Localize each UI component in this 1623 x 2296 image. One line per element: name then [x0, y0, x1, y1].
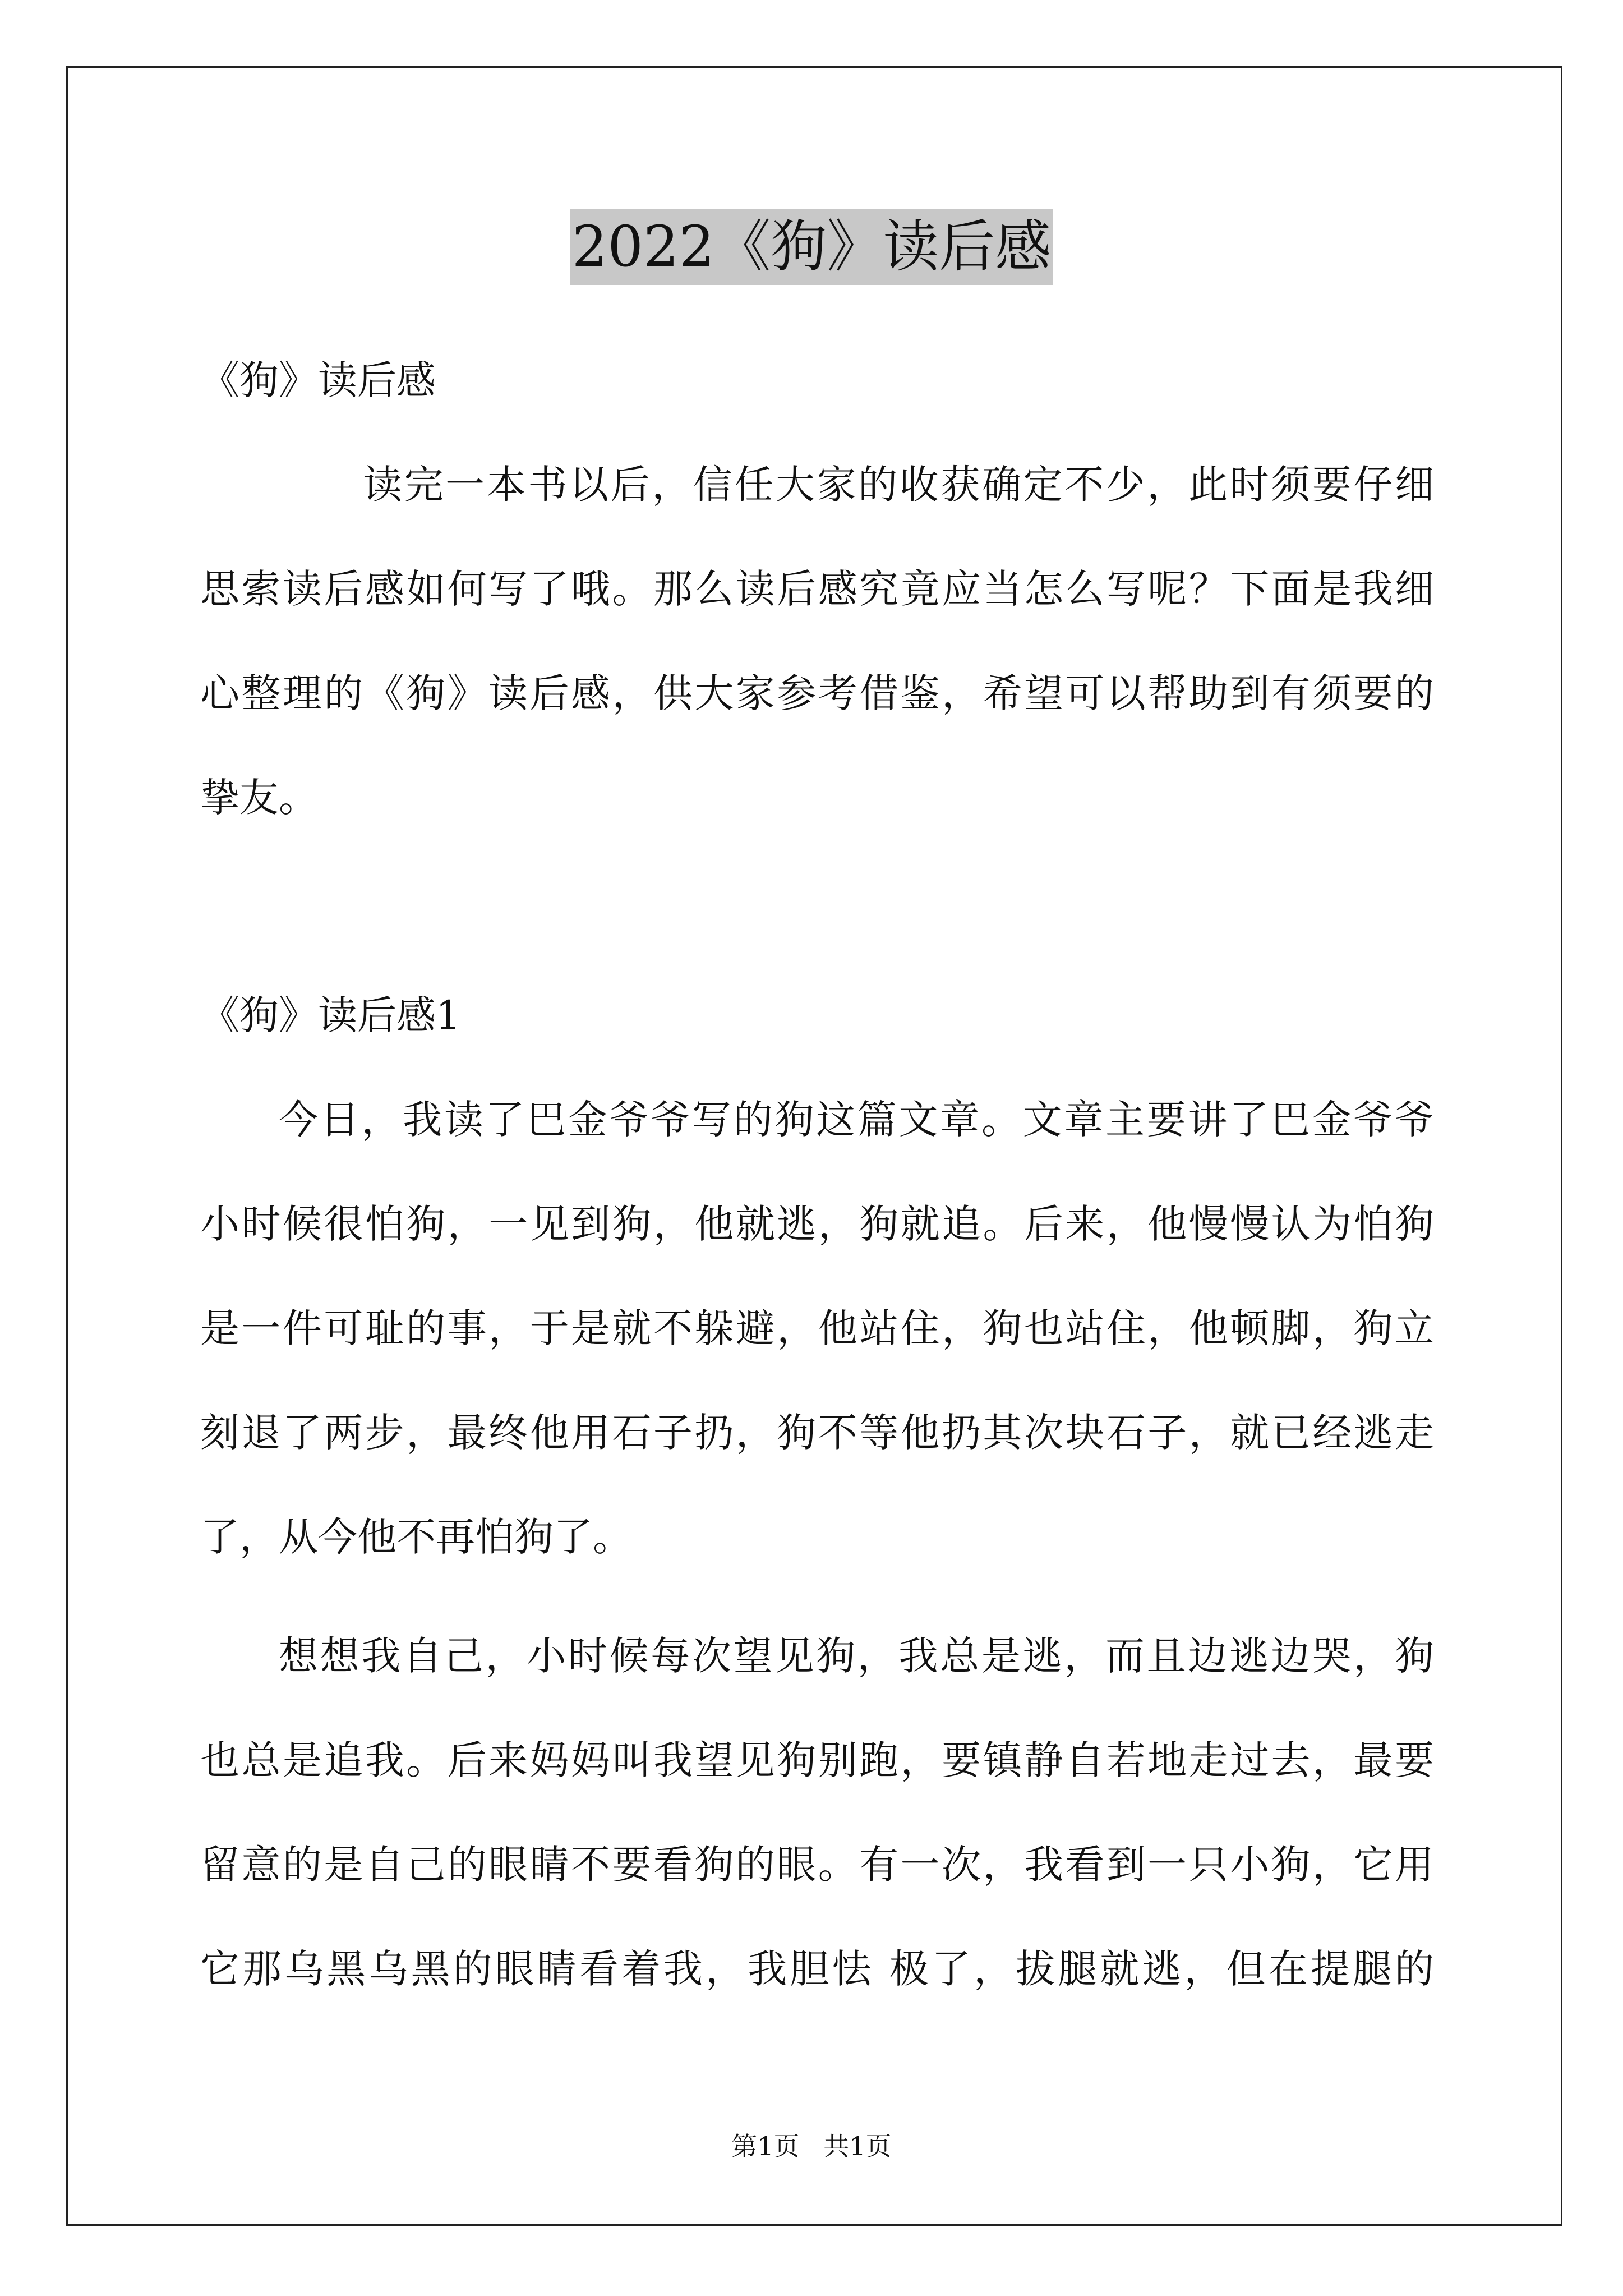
- page-footer: [0, 2129, 1623, 2163]
- para2-line-1: 想想我自己，小时候每次望见狗，我总是逃，而且边逃边哭，狗: [279, 1633, 1434, 1679]
- para1-line-3: 是一件可耻的事，于是就不躲避，他站住，狗也站住，他顿脚，狗立: [200, 1305, 1434, 1351]
- para2-line-3: 留意的是自己的眼睛不要看狗的眼。有一次，我看到一只小狗，它用: [200, 1842, 1434, 1888]
- section-heading-1: 《狗》读后感1: [200, 992, 461, 1038]
- document-title: 2022《狗》读后感: [570, 209, 1054, 285]
- intro-line-3: 心整理的《狗》读后感，供大家参考借鉴，希望可以帮助到有须要的: [200, 670, 1434, 716]
- page-total: 共1页: [823, 2131, 892, 2161]
- para1-line-2: 小时候很怕狗，一见到狗，他就逃，狗就追。后来，他慢慢认为怕狗: [200, 1201, 1434, 1247]
- para2-line-4: 它那乌黑乌黑的眼睛看着我，我胆怯 极了，拔腿就逃，但在提腿的: [200, 1946, 1434, 1992]
- title-container: [0, 209, 1623, 285]
- para1-line-4: 刻退了两步，最终他用石子扔，狗不等他扔其次块石子，就已经逃走: [200, 1410, 1434, 1456]
- para1-line-1: 今日，我读了巴金爷爷写的狗这篇文章。文章主要讲了巴金爷爷: [279, 1097, 1434, 1143]
- page-number: 第1页: [731, 2131, 800, 2161]
- intro-line-4: 挚友。: [200, 775, 318, 821]
- intro-line-1: 读完一本书以后，信任大家的收获确定不少，此时须要仔细: [363, 462, 1434, 508]
- section-heading: 《狗》读后感: [200, 357, 436, 403]
- intro-line-2: 思索读后感如何写了哦。那么读后感究竟应当怎么写呢？下面是我细: [200, 566, 1434, 612]
- para2-line-2: 也总是追我。后来妈妈叫我望见狗别跑，要镇静自若地走过去，最要: [200, 1737, 1434, 1783]
- para1-line-5: 了，从今他不再怕狗了。: [200, 1514, 632, 1560]
